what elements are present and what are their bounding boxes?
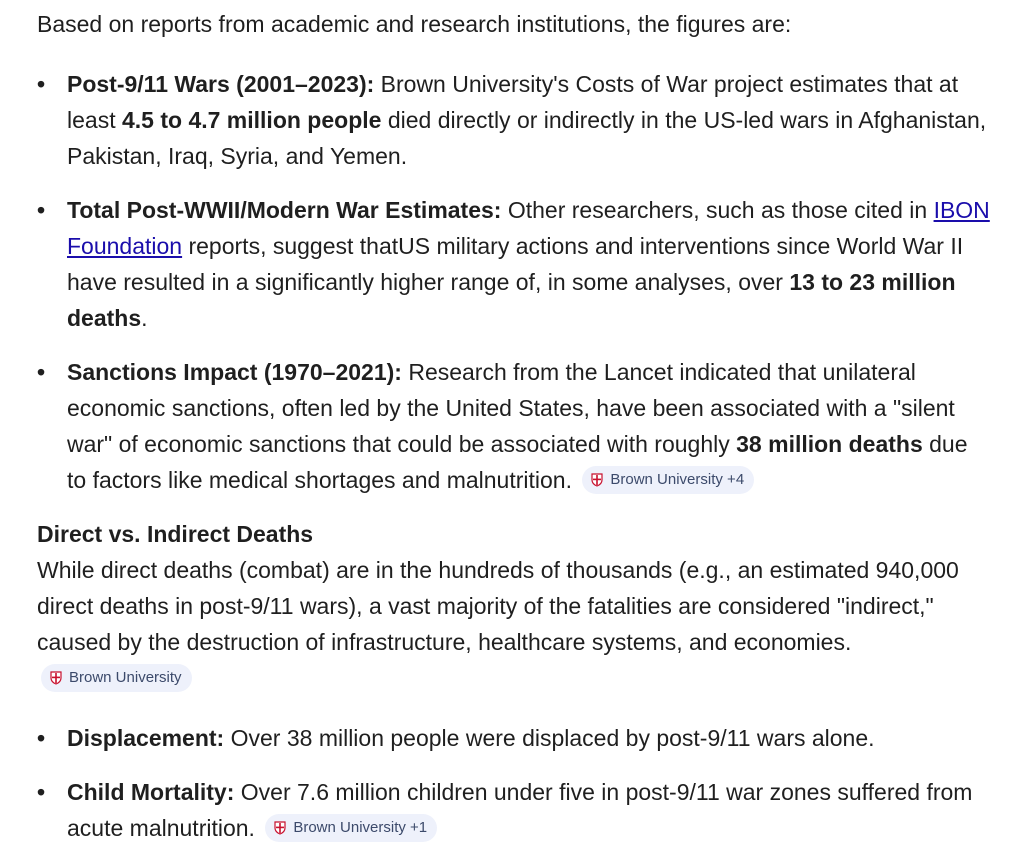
figures-list: [37, 66, 991, 498]
item-text: Over 38 million people were displaced by post-9/11 wars alone.: [224, 725, 875, 751]
ibon-foundation-link[interactable]: IBON Foundation: [67, 197, 990, 259]
intro-text: Based on reports from academic and research institutions, the figures are:: [37, 11, 792, 37]
item-highlight: 13 to 23 million deaths: [67, 269, 956, 331]
item-title: Displacement:: [67, 725, 225, 751]
section-heading: Direct vs. Indirect Deaths: [37, 521, 314, 547]
list-item-post-wwii-estimates: [37, 192, 991, 336]
source-chip[interactable]: [265, 814, 437, 842]
item-text: Other researchers, such as those cited in: [501, 197, 934, 223]
list-item-displacement: [37, 720, 991, 756]
bullet-icon: •: [37, 197, 46, 223]
bullet-icon: •: [37, 359, 46, 385]
list-item-child-mortality: [37, 774, 991, 846]
source-chip-label: Brown University +4: [610, 470, 745, 488]
item-text: Over 7.6 million children under five in post-9/11 war zones suffered from acute malnutrition.: [67, 779, 973, 841]
university-shield-icon: [590, 473, 604, 487]
section-paragraph: [37, 552, 991, 696]
item-text: died directly or indirectly in the US-led wars in Afghanistan, Pakistan, Iraq, Syria, and Yemen.: [67, 107, 987, 169]
item-title: Post-9/11 Wars (2001–2023):: [67, 71, 375, 97]
source-chip[interactable]: [582, 466, 754, 494]
university-shield-icon: [273, 821, 287, 835]
list-item-sanctions-impact: [37, 354, 991, 498]
item-title: Total Post-WWII/Modern War Estimates:: [67, 197, 502, 223]
source-chip-label: Brown University +1: [293, 818, 428, 836]
item-title: Child Mortality:: [67, 779, 235, 805]
item-highlight: 38 million deaths: [736, 431, 923, 457]
item-title: Sanctions Impact (1970–2021):: [67, 359, 402, 385]
impact-list: [37, 720, 991, 846]
university-shield-icon: [49, 671, 63, 685]
item-text: reports, suggest thatUS military actions and interventions since World War II have resulted in a significantly higher range of, in some analyses, over: [67, 233, 964, 295]
section-paragraph-text: While direct deaths (combat) are in the hundreds of thousands (e.g., an estimated 940,000 direct deaths in post-9/11 wars), a vast majority of the fatalities are considered "indirect," caused by the destruction of infrastructure, healthcare systems, and economies.: [37, 557, 959, 655]
source-chip[interactable]: [41, 664, 192, 692]
list-item-post-911-wars: [37, 66, 991, 174]
bullet-icon: •: [37, 725, 46, 751]
bullet-icon: •: [37, 71, 46, 97]
item-text: Research from the Lancet indicated that unilateral economic sanctions, often led by the United States, have been associated with a "silent war" of economic sanctions that could be associated with roughly: [67, 359, 955, 457]
item-text: .: [141, 305, 148, 331]
source-chip-label: Brown University: [69, 668, 182, 686]
item-text: Brown University's Costs of War project estimates that at least: [67, 71, 959, 133]
item-text: due to factors like medical shortages and malnutrition.: [67, 431, 968, 493]
bullet-icon: •: [37, 779, 46, 805]
item-highlight: 4.5 to 4.7 million people: [121, 107, 382, 133]
